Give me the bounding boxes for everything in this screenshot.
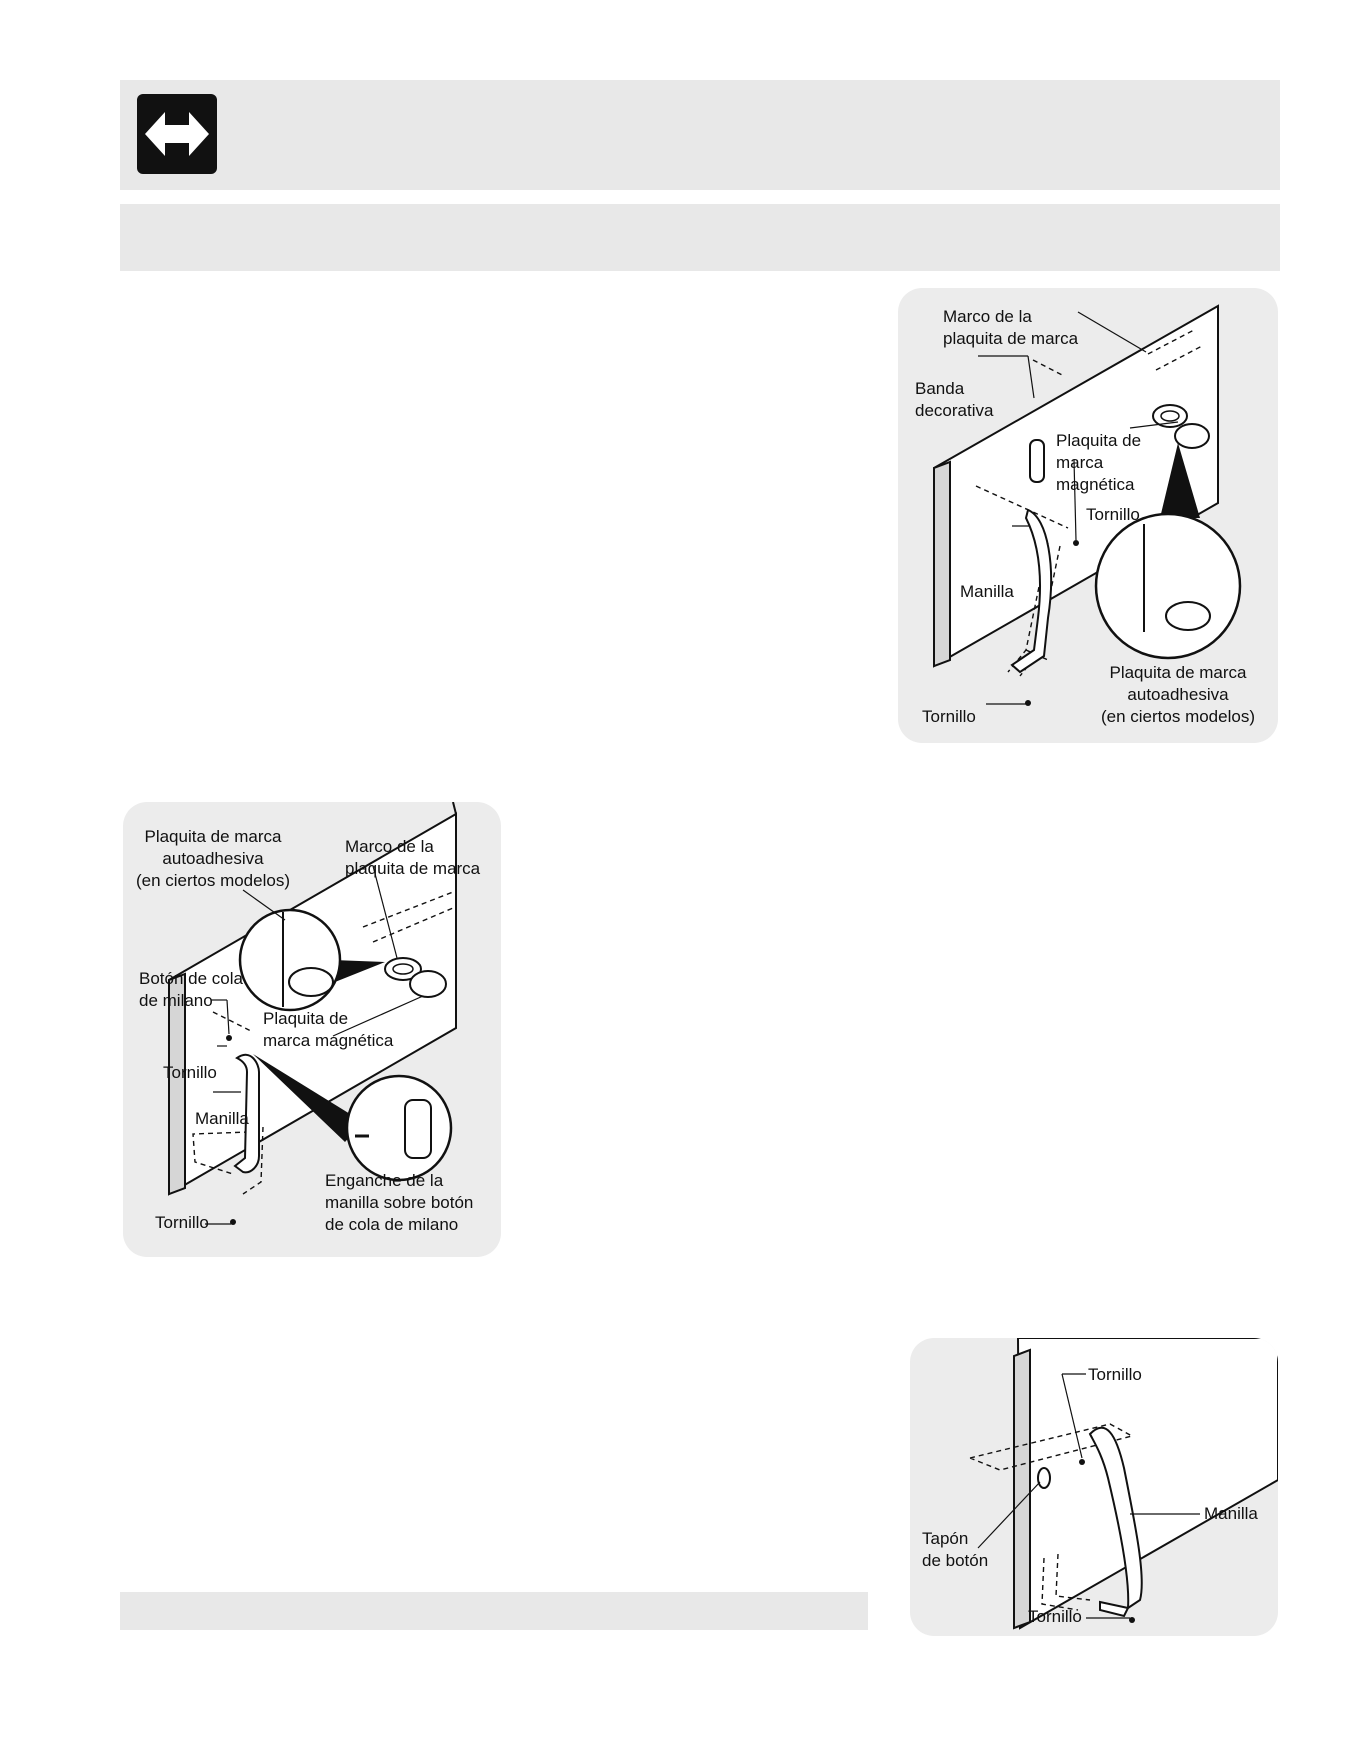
figure2-label-enganche: Enganche de la manilla sobre botón de cola de milano xyxy=(325,1171,474,1234)
figure2-label-autoadhesiva: Plaquita de marca autoadhesiva (en ciertos modelos) xyxy=(135,827,290,890)
figure2-label-marco: Marco de la plaquita de marca xyxy=(345,837,481,878)
figure2-label-tornillo-mid: Tornillo xyxy=(163,1063,217,1082)
figure1-label-tornillo-top: Tornillo xyxy=(1086,505,1140,524)
figure1-label-banda: Banda decorativa xyxy=(915,379,994,420)
figure3-label-manilla: Manilla xyxy=(1204,1504,1258,1523)
figure-handle-installation-1 xyxy=(898,288,1278,743)
figure2-label-boton: Botón de cola de milano xyxy=(139,969,243,1010)
figure1-label-marco: Marco de la plaquita de marca xyxy=(943,307,1079,348)
double-arrow-icon xyxy=(137,94,217,174)
header-band xyxy=(120,80,1280,190)
figure3-label-tornillo-top: Tornillo xyxy=(1088,1365,1142,1384)
figure3-label-tornillo-bottom: Tornillo xyxy=(1028,1607,1082,1626)
figure-handle-installation-3 xyxy=(910,1338,1278,1636)
figure1-label-plaquita-magnetica: Plaquita de marca magnética xyxy=(1056,431,1142,494)
figure1-label-tornillo-bottom: Tornillo xyxy=(922,707,976,726)
figure2-label-plaquita-magnetica: Plaquita de marca magnética xyxy=(263,1009,394,1050)
figure2-label-tornillo-bottom: Tornillo xyxy=(155,1213,209,1232)
figure1-label-manilla: Manilla xyxy=(960,582,1014,601)
figure2-label-manilla: Manilla xyxy=(195,1109,249,1128)
figure1-label-autoadhesiva: Plaquita de marca autoadhesiva (en ciertos modelos) xyxy=(1100,663,1255,726)
section-title-band xyxy=(120,204,1280,271)
figure3-label-tapon: Tapón de botón xyxy=(922,1529,989,1570)
footer-note-band xyxy=(120,1592,868,1630)
figure-handle-installation-2 xyxy=(123,802,501,1257)
